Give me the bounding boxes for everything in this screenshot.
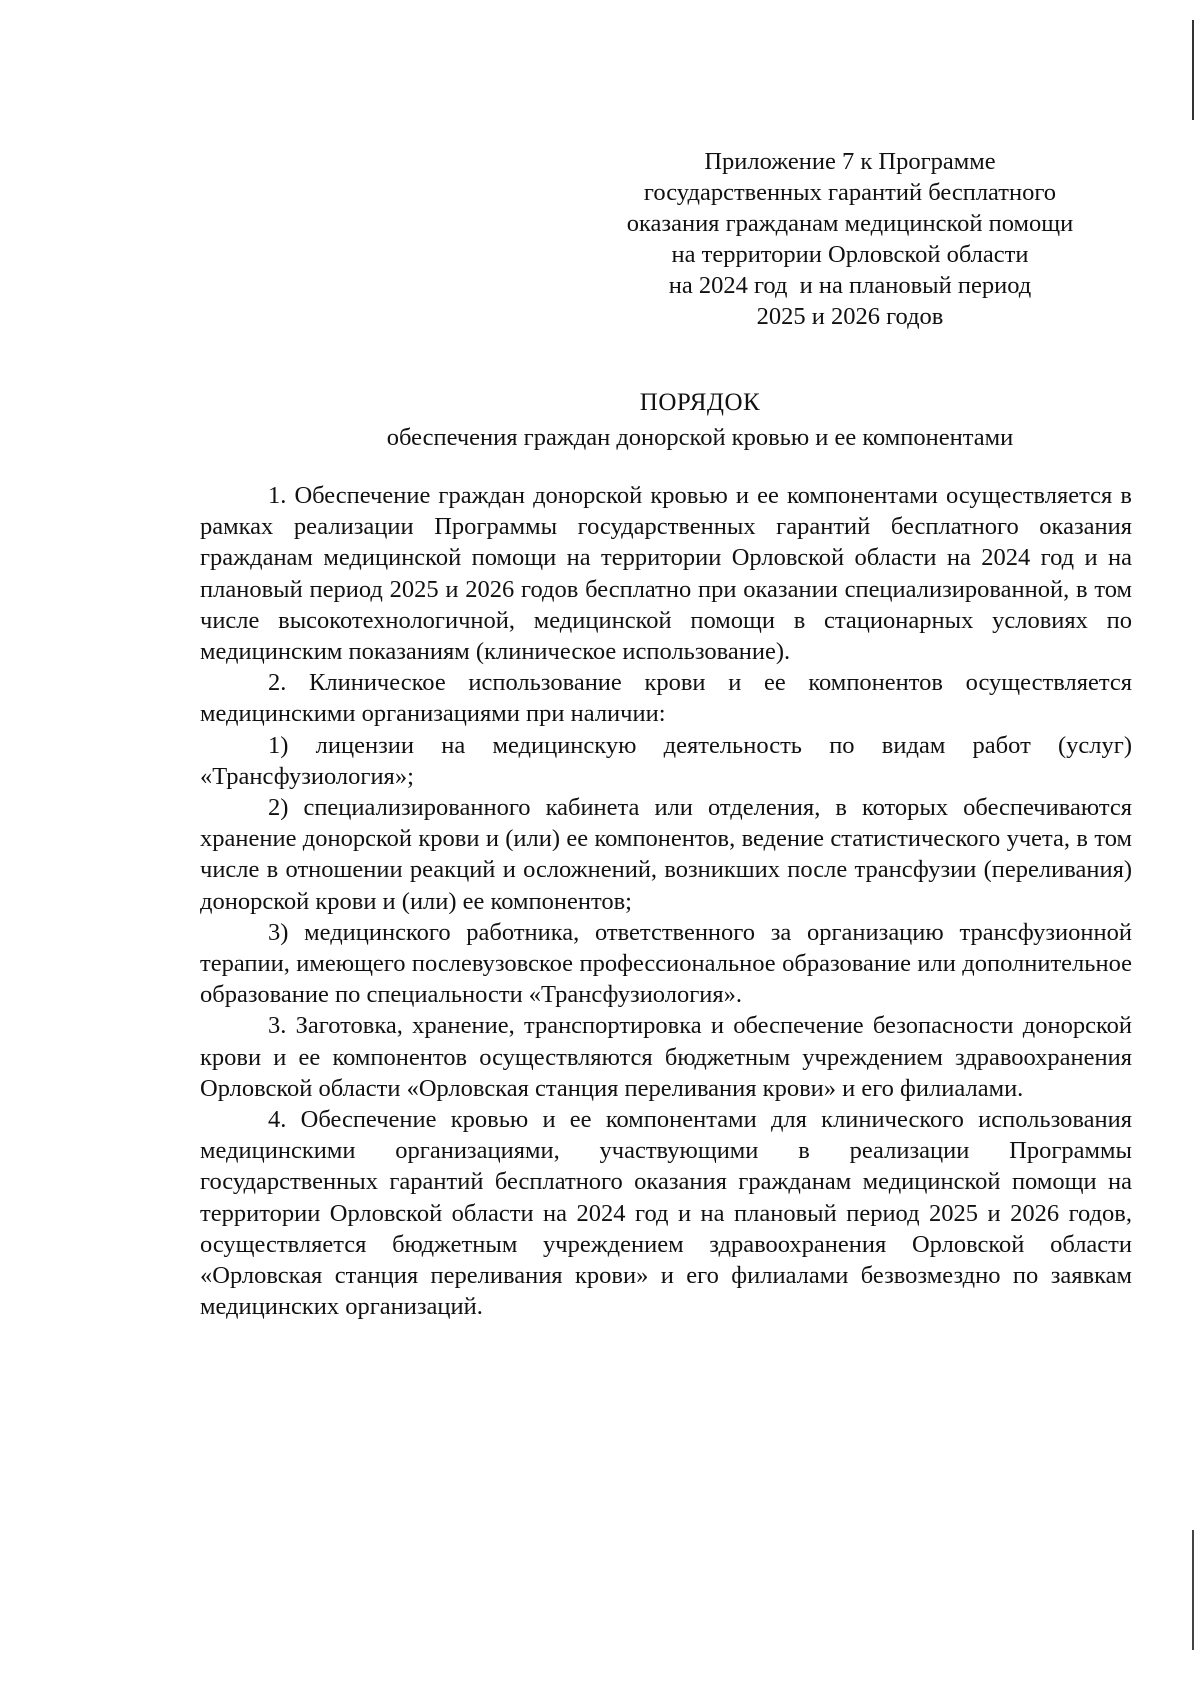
paragraph: 2. Клиническое использование крови и ее компонентов осуществляется медицинскими организациями при наличии: (200, 669, 1132, 728)
paragraph: 1. Обеспечение граждан донорской кровью и ее компонентами осуществляется в рамках реализации Программы государственных гарантий бесплатного оказания гражданам медицинской помощи на территории Орловской области на 2024 год и на плановый период 2025 и 2026 годов бесплатно при оказании специализированной, в том числе высокотехнологичной, медицинской помощи в стационарных условиях по медицинским показаниям (клиническое использование). (200, 482, 1132, 666)
appendix-line: на территории Орловской области (671, 241, 1029, 268)
appendix-line: на 2024 год и на плановый период (668, 272, 1032, 299)
document-body (200, 480, 1132, 1322)
paragraph: 1) лицензии на медицинскую деятельность по видам работ (услуг) «Трансфузиология»; (200, 731, 1132, 790)
appendix-line: Приложение 7 к Программе (704, 148, 996, 175)
scan-edge-mark (1192, 20, 1194, 120)
document-title: ПОРЯДОК (639, 389, 761, 416)
paragraph: 3) медицинского работника, ответственного за организацию трансфузионной терапии, имеющего послевузовское профессиональное образование или дополнительное образование по специальности «Трансфузиология». (200, 918, 1132, 1009)
appendix-line: оказания гражданам медицинской помощи (626, 210, 1074, 237)
paragraph: 2) специализированного кабинета или отделения, в которых обеспечиваются хранение донорской крови и (или) ее компонентов, ведение статистического учета, в том числе в отношении реакций и осложнений, возникших после трансфузии (переливания) донорской крови и (или) ее компонентов; (200, 794, 1132, 915)
appendix-header (590, 146, 1110, 332)
document-subtitle: обеспечения граждан донорской кровью и ее компонентами (386, 424, 1014, 451)
paragraph: 3. Заготовка, хранение, транспортировка и обеспечение безопасности донорской крови и ее компонентов осуществляются бюджетным учреждением здравоохранения Орловской области «Орловская станция переливания крови» и его филиалами. (200, 1012, 1132, 1102)
scan-edge-mark (1192, 1530, 1194, 1650)
paragraph: 4. Обеспечение кровью и ее компонентами для клинического использования медицинскими организациями, участвующими в реализации Программы государственных гарантий бесплатного оказания гражданам медицинской помощи на территории Орловской области на 2024 год и на плановый период 2025 и 2026 годов, осуществляется бюджетным учреждением здравоохранения Орловской области «Орловская станция переливания крови» и его филиалами безвозмездно по заявкам медицинских организаций. (200, 1106, 1132, 1321)
appendix-line: 2025 и 2026 годов (756, 303, 944, 330)
appendix-line: государственных гарантий бесплатного (643, 179, 1057, 206)
